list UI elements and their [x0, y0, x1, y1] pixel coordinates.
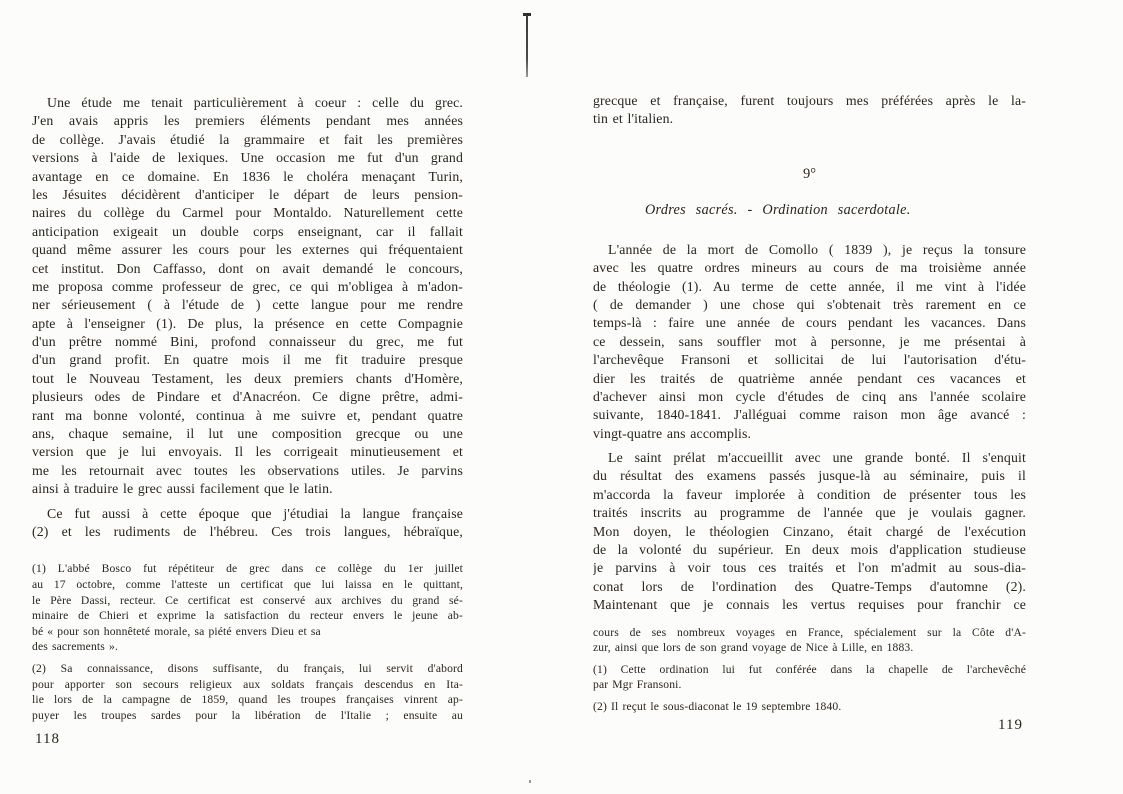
text-line: Une étude me tenait particulièrement à coeur : celle du grec.: [47, 95, 463, 110]
text-line: ans, chaque semaine, il lut une composition grecque ou une: [32, 426, 463, 442]
text-line: grecque et française, furent toujours mes préférées après le la-: [593, 93, 1026, 108]
text-line: me les retournait avec toutes les observations utiles. Je parvins: [32, 462, 463, 478]
text-line: rant ma bonne volonté, continua à me suivre et, pendant quatre: [32, 407, 463, 423]
text-line: m'accorda la faveur implorée à condition de présenter tous les: [593, 486, 1026, 502]
footnote-paragraph: [593, 662, 1026, 693]
text-line: ner sérieusement ( à l'étude de ) cette langue pour me rendre: [32, 297, 463, 313]
text-line: avantage en ce domaine. En 1836 le choléra menaçant Turin,: [32, 168, 463, 184]
text-line: lie lors de la campagne de 1859, quand les troupes françaises vinrent ap-: [32, 693, 463, 707]
text-line: naires du collège du Carmel pour Montaldo. Naturellement cette: [32, 205, 463, 221]
page-number-left: 118: [35, 731, 60, 747]
body-paragraph: [593, 92, 1026, 129]
section-number: 9°: [802, 165, 817, 182]
text-line: l'archevêque Fransoni et sollicitai de lui l'autorisation d'étu-: [593, 352, 1026, 368]
text-line: au 17 octobre, comme l'atteste un certificat que lui laissa en le quittant,: [32, 577, 463, 591]
left-page: [32, 0, 463, 723]
text-line: Maintenant que je connais les vertus requises pour franchir ce: [593, 597, 1026, 613]
text-line: Mon doyen, le théologien Cinzano, était chargé de l'exécution: [593, 523, 1026, 539]
footnote-paragraph: [593, 625, 1026, 656]
text-line: Ce fut aussi à cette époque que j'étudiai la langue française: [47, 505, 463, 521]
body-paragraph: [32, 505, 463, 542]
footnote-paragraph: [32, 561, 463, 655]
text-line: ce dessein, sans souffler mot à personne, je me présentai à: [593, 333, 1026, 349]
text-line: quand même assurer les cours pour les externes qui fréquentaient: [32, 242, 463, 258]
scan-speck: [529, 780, 531, 783]
spine-mark-line: [526, 15, 528, 77]
text-line: L'année de la mort de Comollo ( 1839 ), je reçus la tonsure: [608, 241, 1026, 257]
text-line: bé « pour son honnêteté morale, sa piété envers Dieu et sa: [32, 624, 321, 638]
text-line: me proposa comme professeur de grec, ce qui m'obligea à m'adon-: [32, 278, 463, 294]
text-line: minaire de Chieri et exprime la satisfaction du recteur envers le jeune ab-: [32, 609, 463, 623]
text-line: apte à l'enseigner (1). De plus, la présence en cette Compagnie: [32, 315, 463, 331]
text-line: (2) Il reçut le sous-diaconat le 19 septembre 1840.: [593, 699, 842, 713]
text-line: conat lors de l'ordination des Quatre-Temps d'automne (2).: [593, 578, 1026, 594]
text-line: pour apporter son secours religieux aux soldats français descendus en Ita-: [32, 677, 463, 691]
text-line: puyer les troupes sardes pour la libération de l'Italie ; ensuite au: [32, 708, 463, 722]
text-line: avec les quatre ordres mineurs au cours de ma troisième année: [593, 260, 1026, 276]
text-line: version que je lui envoyais. Il les corrigeait minutieusement et: [32, 444, 463, 460]
text-line: J'en avais appris les premiers éléments pendant mes années: [32, 113, 463, 129]
text-line: temps-là : faire une année de cours pendant les vacances. Dans: [593, 315, 1026, 331]
text-line: je parvins à voir tous ces traités et l'on m'admit au sous-dia-: [593, 560, 1026, 576]
text-line: tin et l'italien.: [593, 111, 674, 127]
text-line: ainsi à traduire le grec aussi facilement que le latin.: [32, 481, 333, 497]
text-line: cours de ses nombreux voyages en France, spécialement sur la Côte d'A-: [593, 625, 1026, 639]
footnote-paragraph: [32, 661, 463, 723]
text-line: (1) L'abbé Bosco fut répétiteur de grec dans ce collège du 1er juillet: [32, 562, 463, 576]
text-line: par Mgr Fransoni.: [593, 678, 682, 692]
text-line: tout le Nouveau Testament, les deux premiers chants d'Homère,: [32, 370, 463, 386]
text-line: d'achever ainsi mon cycle d'études de cinq ans l'année scolaire: [593, 388, 1026, 404]
text-line: (1) Cette ordination lui fut conférée dans la chapelle de l'archevêché: [593, 662, 1026, 676]
section-title: Ordres sacrés. - Ordination sacerdotale.: [645, 201, 911, 218]
page-number-right: 119: [998, 717, 1023, 733]
text-line: d'un grand profit. En quatre mois il me fit traduire presque: [32, 352, 463, 368]
text-line: du résultat des examens passés jusque-là au séminaire, puis il: [593, 468, 1026, 484]
text-line: dier les traités de quatrième année pendant ces vacances et: [593, 370, 1026, 386]
text-line: suivante, 1840-1841. J'alléguai comme raison mon âge avancé :: [593, 407, 1026, 423]
text-line: le Père Dassi, recteur. Ce certificat est conservé aux archives du grand sé-: [32, 593, 463, 607]
text-line: les Jésuites décidèrent d'anticiper le départ de leurs pension-: [32, 186, 463, 202]
text-line: (2) et les rudiments de l'hébreu. Ces trois langues, hébraïque,: [32, 523, 463, 539]
body-paragraph: [593, 449, 1026, 615]
text-line: traités inscrits au programme de l'année que je voulais gagner.: [593, 505, 1026, 521]
text-line: anticipation exigeait un double corps enseignant, car il fallait: [32, 223, 463, 239]
text-line: d'un prêtre nommé Bini, profond connaisseur du grec, me fut: [32, 334, 463, 350]
text-line: zur, ainsi que lors de son grand voyage de Nice à Lille, en 1883.: [593, 641, 914, 655]
text-line: Le saint prélat m'accueillit avec une grande bonté. Il s'enquit: [608, 450, 1026, 466]
text-line: cet institut. Don Caffasso, dont on avait demandé le concours,: [32, 260, 463, 276]
text-line: vingt-quatre ans accomplis.: [593, 425, 752, 441]
text-line: (2) Sa connaissance, disons suffisante, du français, lui servit d'abord: [32, 661, 463, 675]
text-line: versions à l'aide de lexiques. Une occasion me fut d'un grand: [32, 150, 463, 166]
text-line: plusieurs odes de Pindare et d'Anacréon. Ce digne prêtre, admi-: [32, 389, 463, 405]
text-line: de collège. J'avais étudié la grammaire et fait les premières: [32, 131, 463, 147]
body-paragraph: [593, 241, 1026, 443]
right-page: [593, 0, 1026, 715]
footnote-paragraph: [593, 699, 1026, 715]
text-line: des sacrements ».: [32, 640, 119, 654]
text-line: de la volonté du supérieur. En deux mois d'application studieuse: [593, 542, 1026, 558]
text-line: de théologie (1). Au terme de cette année, il me vint à l'idée: [593, 278, 1026, 294]
text-line: ( de demander ) une chose qui s'obtenait très rarement en ce: [593, 296, 1026, 312]
body-paragraph: [32, 94, 463, 499]
